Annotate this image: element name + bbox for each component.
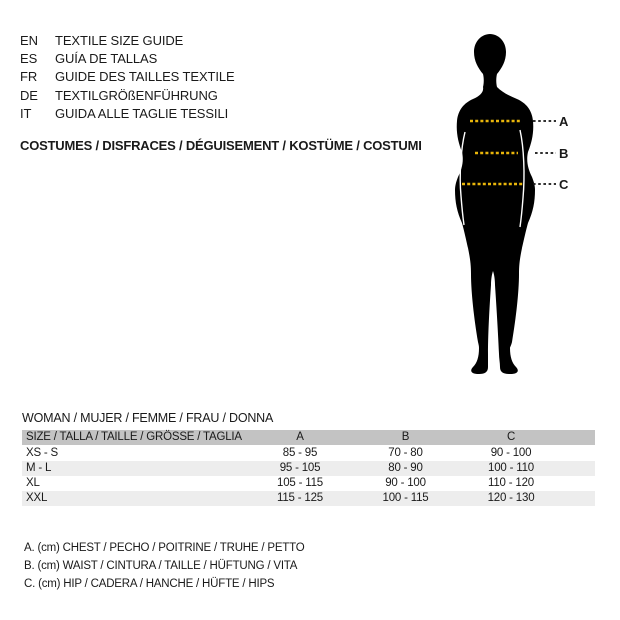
measure-label-b: B	[559, 146, 569, 161]
language-row-es	[20, 49, 235, 67]
table-row	[22, 491, 595, 506]
size-table	[22, 430, 595, 506]
hip-cell: 120 - 130	[487, 492, 535, 504]
language-label: TEXTILGRÖßENFÜHRUNG	[55, 87, 218, 103]
waist-cell: 80 - 90	[388, 462, 423, 474]
language-label: GUIDA ALLE TAGLIE TESSILI	[55, 106, 229, 122]
language-code: IT	[20, 106, 32, 122]
language-row-it	[20, 105, 235, 123]
footnote-waist: B. (cm) WAIST / CINTURA / TAILLE / HÜFTUNG / VITA	[24, 560, 298, 573]
hip-cell: 110 - 120	[488, 477, 534, 489]
language-code: DE	[20, 87, 38, 103]
measure-label-c: C	[559, 177, 569, 192]
language-label: GUÍA DE TALLAS	[55, 51, 158, 67]
measure-label-a: A	[559, 114, 569, 129]
size-cell: M - L	[26, 462, 52, 474]
hip-cell: 100 - 110	[488, 462, 534, 474]
table-caption: WOMAN / MUJER / FEMME / FRAU / DONNA	[22, 411, 274, 425]
chest-cell: 115 - 125	[277, 492, 323, 504]
hip-cell: 90 - 100	[490, 447, 532, 459]
waist-cell: 70 - 80	[388, 447, 423, 459]
language-list	[20, 31, 235, 123]
category-title: COSTUMES / DISFRACES / DÉGUISEMENT / KOSTÜME / COSTUMI	[20, 138, 422, 153]
language-label: TEXTILE SIZE GUIDE	[55, 32, 184, 48]
table-row	[22, 446, 595, 462]
chest-cell: 105 - 115	[277, 477, 323, 489]
language-row-fr	[20, 68, 235, 86]
footnote-chest: A. (cm) CHEST / PECHO / POITRINE / TRUHE / PETTO	[24, 542, 305, 554]
footnote-hip: C. (cm) HIP / CADERA / HANCHE / HÜFTE / HIPS	[24, 578, 275, 591]
chest-cell: 95 - 105	[279, 462, 321, 474]
language-code: EN	[20, 32, 38, 48]
table-row	[22, 476, 595, 491]
size-cell: XL	[26, 477, 40, 489]
language-code: ES	[20, 51, 38, 67]
size-cell: XXL	[26, 492, 48, 504]
waist-cell: 90 - 100	[385, 477, 426, 489]
language-row-de	[20, 86, 235, 104]
woman-silhouette-figure	[440, 30, 575, 380]
waist-cell: 100 - 115	[382, 492, 429, 504]
table-header-row	[22, 430, 595, 446]
table-row	[22, 461, 595, 476]
language-code: FR	[20, 69, 38, 85]
language-label: GUIDE DES TAILLES TEXTILE	[55, 69, 235, 85]
header-spacer	[564, 430, 595, 446]
size-cell: XS - S	[26, 447, 59, 459]
header-size: SIZE / TALLA / TAILLE / GRÖSSE / TAGLIA	[22, 430, 247, 446]
header-a: A	[247, 430, 353, 446]
measurement-footnotes	[24, 539, 305, 594]
header-b: B	[353, 430, 458, 446]
header-c: C	[458, 430, 564, 446]
chest-cell: 85 - 95	[282, 447, 318, 459]
language-row-en	[20, 31, 235, 49]
